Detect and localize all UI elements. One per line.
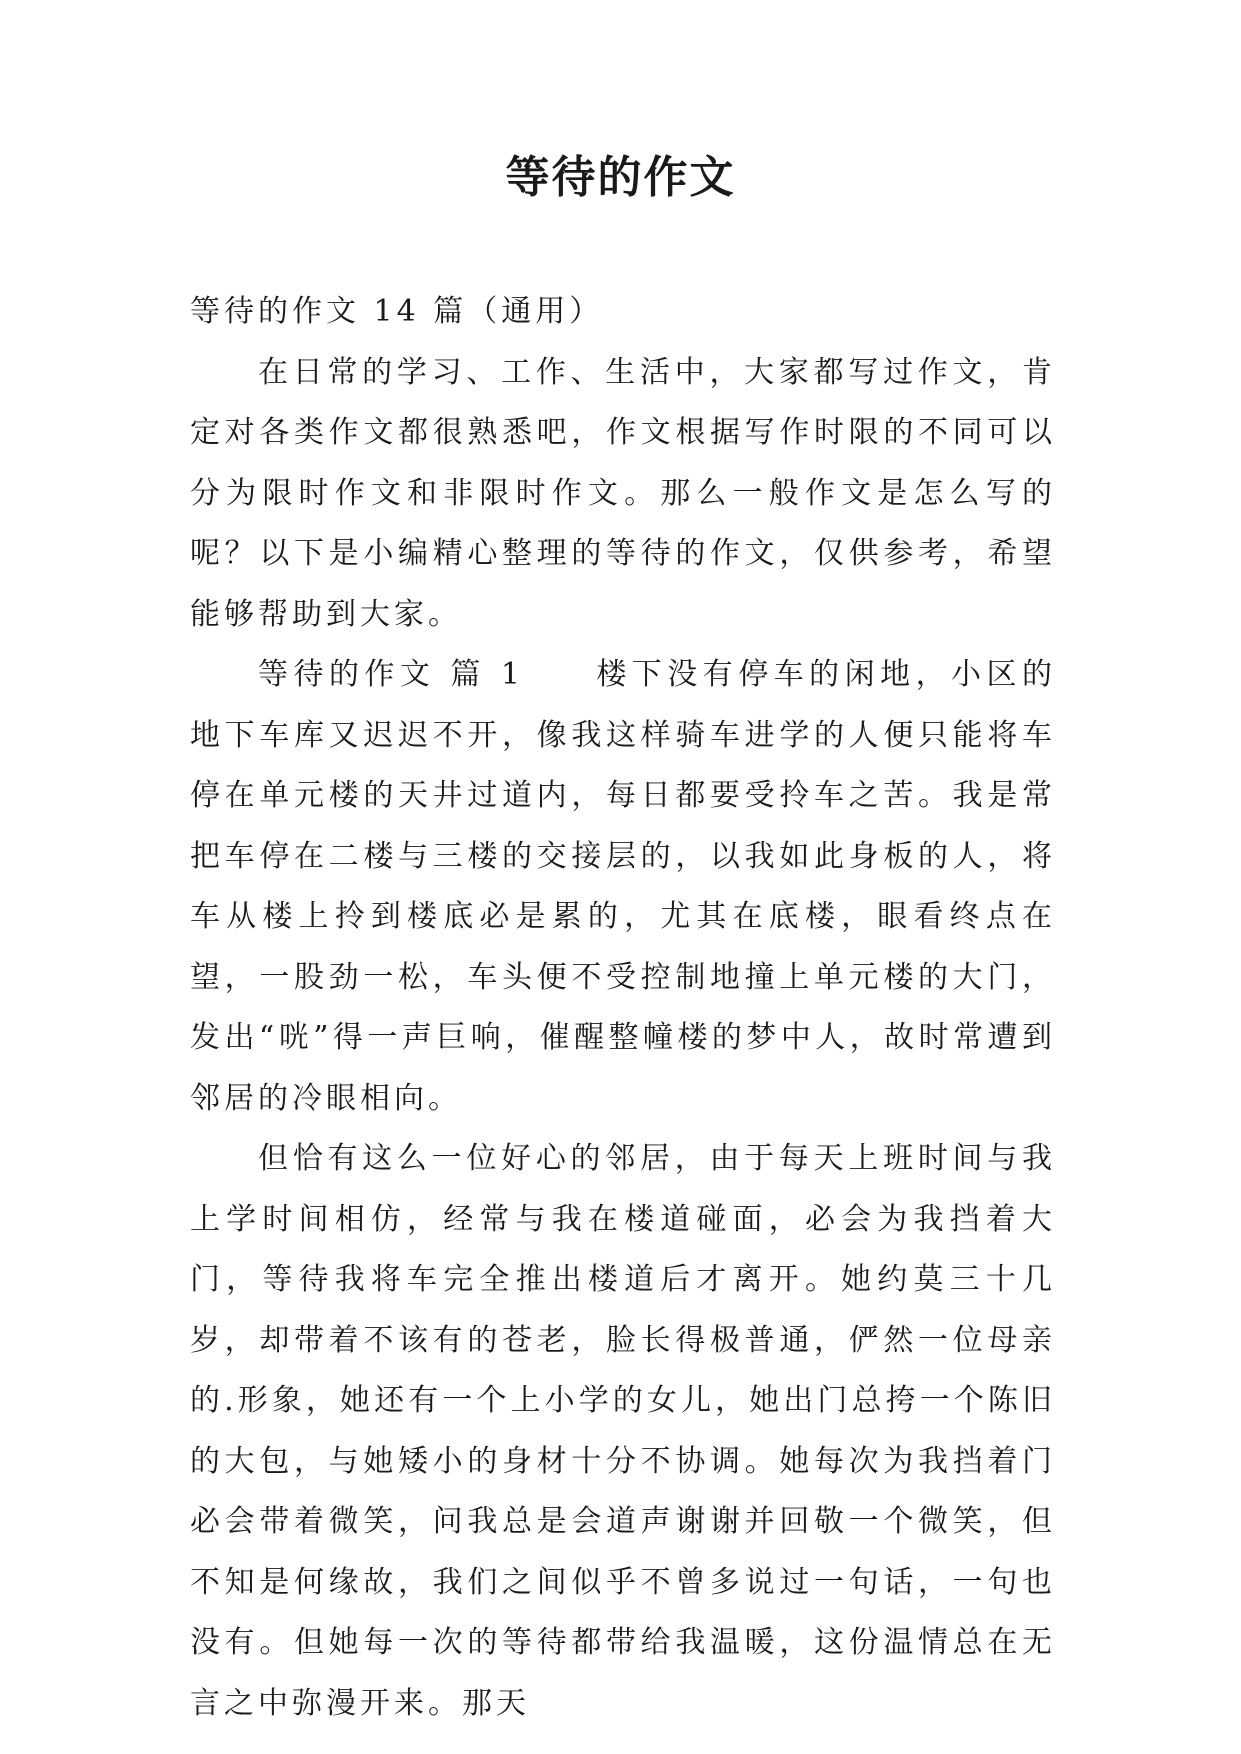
paragraph-intro: 在日常的学习、工作、生活中，大家都写过作文，肯定对各类作文都很熟悉吧，作文根据写作时限的不同可以分为限时作文和非限时作文。那么一般作文是怎么写的呢？以下是小编精心整理的等待的作文，仅供参考，希望能够帮助到大家。: [190, 354, 1056, 632]
paragraph-essay-2: 但恰有这么一位好心的邻居，由于每天上班时间与我上学时间相仿，经常与我在楼道碰面，必会为我挡着大门，等待我将车完全推出楼道后才离开。她约莫三十几岁，却带着不该有的苍老，脸长得极普通，俨然一位母亲的.形象，她还有一个上小学的女儿，她出门总挎一个陈旧的大包，与她矮小的身材十分不协调。她每次为我挡着门必会带着微笑，问我总是会道声谢谢并回敬一个微笑，但不知是何缘故，我们之间似乎不曾多说过一句话，一句也没有。但她每一次的等待都带给我温暖，这份温情总在无言之中弥漫开来。那天: [190, 1141, 1056, 1721]
paragraph-essay-1: 等待的作文 篇 1 楼下没有停车的闲地，小区的地下车库又迟迟不开，像我这样骑车进学的人便只能将车停在单元楼的天井过道内，每日都要受拎车之苦。我是常把车停在二楼与三楼的交接层的，以我如此身板的人，将车从楼上拎到楼底必是累的，尤其在底楼，眼看终点在望，一股劲一松，车头便不受控制地撞上单元楼的大门，发出“咣”得一声巨响，催醒整幢楼的梦中人，故时常遭到邻居的冷眼相向。: [190, 657, 1056, 1116]
document-body: [190, 282, 1056, 1734]
document-subtitle: 等待的作文 14 篇（通用）: [190, 294, 604, 329]
document-title: 等待的作文: [505, 152, 736, 203]
